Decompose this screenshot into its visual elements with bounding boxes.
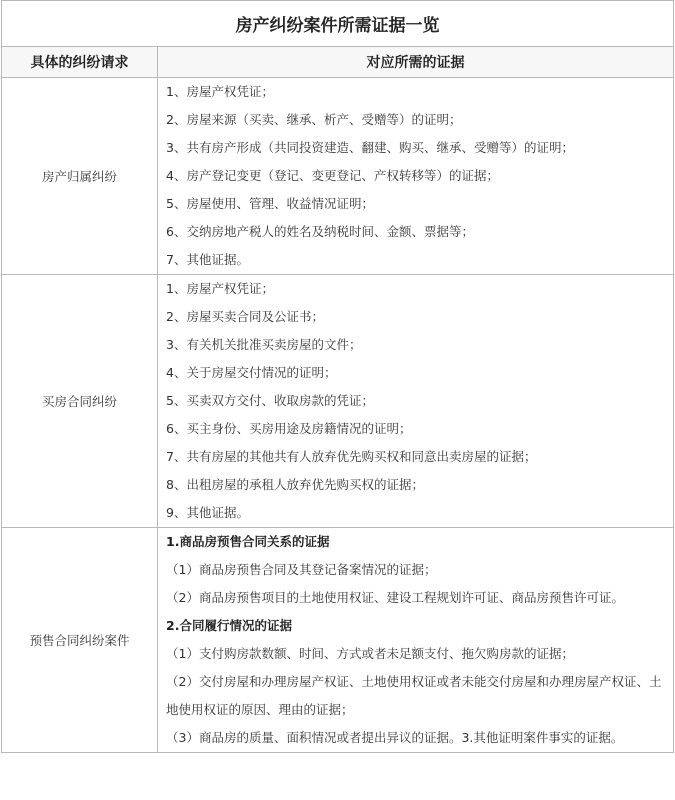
section-heading: 1.商品房预售合同关系的证据 <box>166 534 330 549</box>
table-row <box>2 78 674 275</box>
list-item: 5、房屋使用、管理、收益情况证明； <box>166 196 374 211</box>
list-item: 9、其他证据。 <box>166 505 249 520</box>
list-item: 3、有关机关批准买卖房屋的文件； <box>166 337 362 352</box>
list-item: 4、关于房屋交付情况的证明； <box>166 365 337 380</box>
table-title: 房产纠纷案件所需证据一览 <box>2 1 674 47</box>
list-item: （3）商品房的质量、面积情况或者提出异议的证据。3.其他证明案件事实的证据。 <box>166 730 624 745</box>
category-cell: 买房合同纠纷 <box>2 275 158 528</box>
category-cell: 预售合同纠纷案件 <box>2 528 158 753</box>
list-item: （1）商品房预售合同及其登记备案情况的证据； <box>166 562 437 577</box>
category-cell: 房产归属纠纷 <box>2 78 158 275</box>
evidence-cell <box>158 275 674 528</box>
list-item: 7、共有房屋的其他共有人放弃优先购买权和同意出卖房屋的证据； <box>166 449 537 464</box>
list-item: （2）交付房屋和办理房屋产权证、土地使用权证或者未能交付房屋和办理房屋产权证、土地使用权证的原因、理由的证据； <box>166 674 662 717</box>
section-heading: 2.合同履行情况的证据 <box>166 618 292 633</box>
list-item: 5、买卖双方交付、收取房款的凭证； <box>166 393 374 408</box>
header-evidence: 对应所需的证据 <box>158 47 674 78</box>
evidence-cell <box>158 528 674 753</box>
list-item: 6、交纳房地产税人的姓名及纳税时间、金额、票据等； <box>166 224 474 239</box>
evidence-cell <box>158 78 674 275</box>
evidence-table <box>1 0 674 753</box>
list-item: 2、房屋买卖合同及公证书； <box>166 309 324 324</box>
list-item: 2、房屋来源（买卖、继承、析产、受赠等）的证明； <box>166 112 462 127</box>
list-item: 7、其他证据。 <box>166 252 249 267</box>
list-item: 6、买主身份、买房用途及房籍情况的证明； <box>166 421 412 436</box>
list-item: 4、房产登记变更（登记、变更登记、产权转移等）的证据； <box>166 168 499 183</box>
list-item: 8、出租房屋的承租人放弃优先购买权的证据； <box>166 477 424 492</box>
list-item: 1、房屋产权凭证； <box>166 281 274 296</box>
list-item: 1、房屋产权凭证； <box>166 84 274 99</box>
list-item: （1）支付购房款数额、时间、方式或者未足额支付、拖欠购房款的证据； <box>166 646 574 661</box>
list-item: 3、共有房产形成（共同投资建造、翻建、购买、继承、受赠等）的证明； <box>166 140 574 155</box>
table-row <box>2 528 674 753</box>
table-row <box>2 275 674 528</box>
list-item: （2）商品房预售项目的土地使用权证、建设工程规划许可证、商品房预售许可证。 <box>166 590 624 605</box>
header-dispute-type: 具体的纠纷请求 <box>2 47 158 78</box>
